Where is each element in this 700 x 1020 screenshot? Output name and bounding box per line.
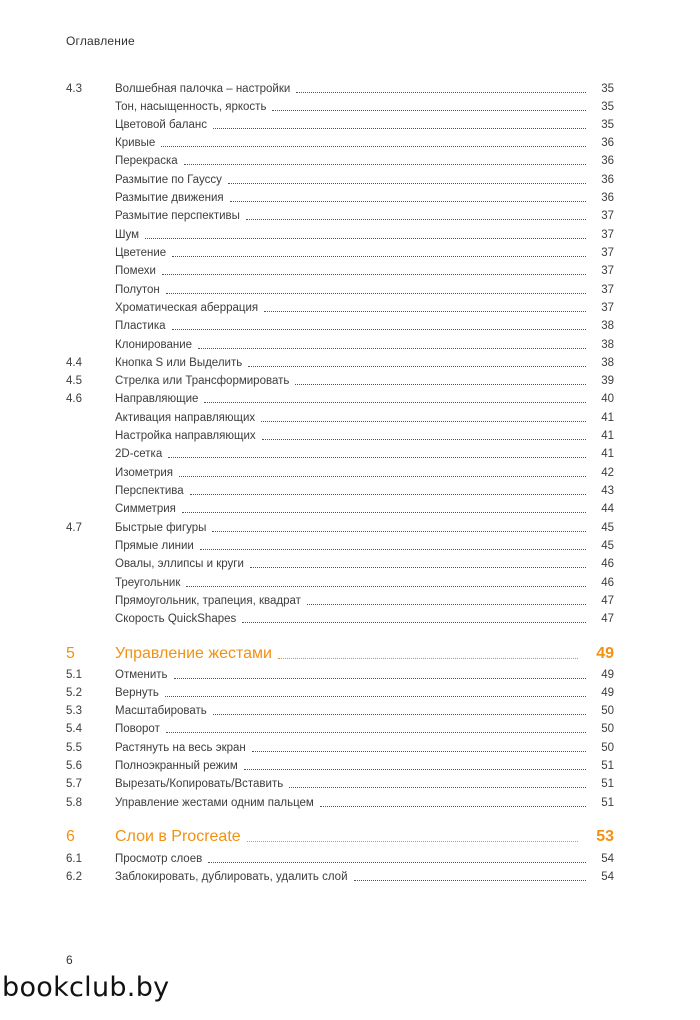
toc-entry-number: 4.7	[66, 522, 82, 534]
toc-entry-number: 6.1	[66, 853, 82, 865]
toc-dot-leader	[145, 238, 586, 239]
toc-entry-row	[66, 191, 614, 205]
toc-entry-row	[66, 612, 614, 626]
toc-entry-page: 38	[601, 357, 614, 369]
toc-entry-title: Масштабировать	[115, 705, 207, 717]
toc-entry-title: Вернуть	[115, 687, 159, 699]
toc-entry-title: Треугольник	[115, 577, 181, 589]
toc-entry-row	[66, 870, 614, 884]
toc-chapter-row	[66, 828, 614, 846]
toc-entry-page: 41	[601, 448, 614, 460]
toc-entry-number: 5.6	[66, 760, 82, 772]
toc-entry-page: 50	[601, 705, 614, 717]
toc-entry-row	[66, 447, 614, 461]
toc-dot-leader	[252, 751, 586, 752]
toc-entry-title: Овалы, эллипсы и круги	[115, 558, 244, 570]
toc-dot-leader	[165, 696, 586, 697]
toc-entry-title: Размытие движения	[115, 192, 224, 204]
toc-dot-leader	[244, 769, 586, 770]
toc-entry-page: 37	[601, 210, 614, 222]
watermark-logo: bookclub.by	[2, 972, 170, 1003]
toc-entry-row	[66, 502, 614, 516]
toc-entry-page: 45	[601, 522, 614, 534]
toc-dot-leader	[182, 512, 586, 513]
toc-entry-title: Пластика	[115, 320, 166, 332]
toc-dot-leader	[168, 457, 586, 458]
toc-entry-number: 5.4	[66, 723, 82, 735]
toc-entry-row	[66, 466, 614, 480]
toc-entry-title: Настройка направляющих	[115, 430, 256, 442]
toc-entry-row	[66, 118, 614, 132]
toc-entry-title: Размытие перспективы	[115, 210, 240, 222]
toc-entry-row	[66, 594, 614, 608]
toc-dot-leader	[208, 862, 586, 863]
toc-entry-page: 35	[601, 83, 614, 95]
toc-entry-title: Изометрия	[115, 467, 174, 479]
toc-entry-page: 38	[601, 320, 614, 332]
toc-entry-row	[66, 246, 614, 260]
toc-dot-leader	[198, 348, 586, 349]
toc-entry-title: Симметрия	[115, 503, 176, 515]
toc-entry-row	[66, 759, 614, 773]
toc-entry-row	[66, 264, 614, 278]
toc-entry-title: Поворот	[115, 723, 160, 735]
toc-entry-page: 43	[601, 485, 614, 497]
toc-entry-title: Полутон	[115, 284, 160, 296]
toc-entry-title: Быстрые фигуры	[115, 522, 207, 534]
toc-entry-page: 49	[601, 669, 614, 681]
toc-entry-title: Слои в Procreate	[115, 828, 241, 845]
toc-entry-page: 36	[601, 192, 614, 204]
toc-entry-row	[66, 741, 614, 755]
toc-dot-leader	[230, 201, 586, 202]
toc-entry-number: 5	[66, 645, 75, 662]
toc-entry-row	[66, 356, 614, 370]
toc-entry-title: Прямоугольник, трапеция, квадрат	[115, 595, 301, 607]
toc-entry-number: 5.1	[66, 669, 82, 681]
toc-entry-page: 46	[601, 577, 614, 589]
toc-entry-title: Помехи	[115, 265, 156, 277]
toc-dot-leader	[295, 384, 586, 385]
toc-entry-title: Шум	[115, 229, 140, 241]
toc-entry-page: 49	[596, 645, 614, 662]
toc-entry-page: 41	[601, 430, 614, 442]
toc-dot-leader	[264, 311, 586, 312]
toc-entry-page: 50	[601, 723, 614, 735]
toc-entry-title: Перспектива	[115, 485, 184, 497]
toc-entry-title: Направляющие	[115, 393, 199, 405]
toc-entry-row	[66, 136, 614, 150]
toc-entry-page: 37	[601, 229, 614, 241]
toc-entry-row	[66, 852, 614, 866]
toc-entry-row	[66, 668, 614, 682]
toc-entry-page: 47	[601, 613, 614, 625]
toc-dot-leader	[172, 329, 587, 330]
toc-entry-page: 40	[601, 393, 614, 405]
toc-dot-leader	[166, 732, 586, 733]
toc-dot-leader	[161, 146, 586, 147]
toc-entry-row	[66, 374, 614, 388]
toc-entry-title: Волшебная палочка – настройки	[115, 83, 291, 95]
toc-entry-page: 51	[601, 778, 614, 790]
toc-entry-number: 6	[66, 828, 75, 845]
toc-entry-page: 38	[601, 339, 614, 351]
toc-dot-leader	[213, 714, 586, 715]
toc-entry-row	[66, 154, 614, 168]
toc-entry-title: Размытие по Гауссу	[115, 174, 222, 186]
toc-dot-leader	[179, 476, 586, 477]
toc-entry-page: 36	[601, 155, 614, 167]
toc-entry-row	[66, 82, 614, 96]
toc-entry-row	[66, 796, 614, 810]
toc-entry-page: 37	[601, 302, 614, 314]
toc-entry-row	[66, 777, 614, 791]
toc-dot-leader	[307, 604, 586, 605]
toc-entry-row	[66, 392, 614, 406]
toc-entry-title: Отменить	[115, 669, 168, 681]
toc-entry-row	[66, 686, 614, 700]
toc-entry-page: 54	[601, 871, 614, 883]
toc-entry-number: 4.5	[66, 375, 82, 387]
toc-entry-row	[66, 557, 614, 571]
toc-dot-leader	[242, 622, 586, 623]
toc-entry-row	[66, 521, 614, 535]
toc-entry-row	[66, 704, 614, 718]
toc-entry-title: Управление жестами одним пальцем	[115, 797, 314, 809]
toc-entry-row	[66, 173, 614, 187]
toc-entry-number: 5.8	[66, 797, 82, 809]
toc-entry-page: 37	[601, 265, 614, 277]
toc-entry-row	[66, 209, 614, 223]
toc-entry-page: 41	[601, 412, 614, 424]
toc-entry-title: Просмотр слоев	[115, 853, 203, 865]
toc-entry-title: Клонирование	[115, 339, 193, 351]
toc-entry-number: 5.3	[66, 705, 82, 717]
toc-dot-leader	[272, 110, 586, 111]
toc-entry-number: 6.2	[66, 871, 82, 883]
toc-entry-number: 5.2	[66, 687, 82, 699]
toc-entry-row	[66, 283, 614, 297]
toc-dot-leader	[262, 439, 586, 440]
toc-entry-page: 35	[601, 101, 614, 113]
toc-entry-title: Цветовой баланс	[115, 119, 207, 131]
toc-entry-page: 46	[601, 558, 614, 570]
toc-entry-page: 54	[601, 853, 614, 865]
toc-entry-page: 36	[601, 174, 614, 186]
toc-entry-page: 36	[601, 137, 614, 149]
toc-entry-row	[66, 484, 614, 498]
toc-dot-leader	[354, 880, 587, 881]
toc-dot-leader	[172, 256, 586, 257]
toc-entry-page: 50	[601, 742, 614, 754]
toc-dot-leader	[204, 402, 586, 403]
toc-entry-title: Стрелка или Трансформировать	[115, 375, 290, 387]
toc-entry-row	[66, 319, 614, 333]
toc-entry-title: Вырезать/Копировать/Вставить	[115, 778, 284, 790]
toc-dot-leader	[162, 274, 586, 275]
toc-entry-page: 47	[601, 595, 614, 607]
toc-entry-title: Кнопка S или Выделить	[115, 357, 243, 369]
toc-entry-row	[66, 722, 614, 736]
page-number: 6	[66, 953, 73, 967]
toc-dot-leader	[320, 806, 586, 807]
toc-entry-title: Хроматическая аберрация	[115, 302, 259, 314]
toc-entry-page: 53	[596, 828, 614, 845]
toc-dot-leader	[296, 92, 586, 93]
toc-entry-page: 35	[601, 119, 614, 131]
toc-entry-number: 4.6	[66, 393, 82, 405]
toc-entry-page: 44	[601, 503, 614, 515]
toc-dot-leader	[289, 787, 586, 788]
toc-dot-leader	[174, 678, 586, 679]
toc-entry-title: Растянуть на весь экран	[115, 742, 246, 754]
toc-dot-leader	[261, 421, 586, 422]
toc-dot-leader	[278, 658, 578, 659]
toc-dot-leader	[228, 183, 586, 184]
toc-entry-title: Кривые	[115, 137, 156, 149]
toc-entry-row	[66, 338, 614, 352]
toc-dot-leader	[247, 841, 578, 842]
toc-entry-number: 4.4	[66, 357, 82, 369]
toc-dot-leader	[184, 164, 586, 165]
toc-entry-page: 37	[601, 247, 614, 259]
toc-dot-leader	[190, 494, 586, 495]
toc-dot-leader	[250, 567, 586, 568]
toc-dot-leader	[213, 128, 586, 129]
toc-entry-page: 51	[601, 760, 614, 772]
toc-entry-row	[66, 429, 614, 443]
toc-dot-leader	[200, 549, 586, 550]
toc-entry-row	[66, 411, 614, 425]
toc-dot-leader	[166, 293, 586, 294]
toc-entry-title: Прямые линии	[115, 540, 194, 552]
toc-entry-title: Скорость QuickShapes	[115, 613, 237, 625]
toc-entry-row	[66, 301, 614, 315]
toc-entry-title: Тон, насыщенность, яркость	[115, 101, 267, 113]
toc-entry-number: 5.5	[66, 742, 82, 754]
toc-entry-page: 51	[601, 797, 614, 809]
toc-entry-title: 2D-сетка	[115, 448, 163, 460]
toc-entry-row	[66, 228, 614, 242]
toc-entry-page: 39	[601, 375, 614, 387]
toc-entry-title: Перекраска	[115, 155, 178, 167]
toc-dot-leader	[246, 219, 586, 220]
toc-dot-leader	[212, 531, 586, 532]
toc-entry-number: 5.7	[66, 778, 82, 790]
toc-dot-leader	[186, 586, 586, 587]
toc-entry-page: 49	[601, 687, 614, 699]
toc-entry-row	[66, 100, 614, 114]
toc-dot-leader	[248, 366, 586, 367]
toc-entry-row	[66, 539, 614, 553]
toc-entry-page: 42	[601, 467, 614, 479]
page-header-title: Оглавление	[66, 34, 135, 48]
toc-entry-title: Цветение	[115, 247, 167, 259]
toc-entry-page: 45	[601, 540, 614, 552]
toc-chapter-row	[66, 645, 614, 663]
toc-entry-title: Полноэкранный режим	[115, 760, 238, 772]
toc-entry-number: 4.3	[66, 83, 82, 95]
toc-entry-title: Активация направляющих	[115, 412, 256, 424]
toc-entry-title: Заблокировать, дублировать, удалить слой	[115, 871, 348, 883]
toc-entry-row	[66, 576, 614, 590]
toc-entry-page: 37	[601, 284, 614, 296]
toc-entry-title: Управление жестами	[115, 645, 272, 662]
